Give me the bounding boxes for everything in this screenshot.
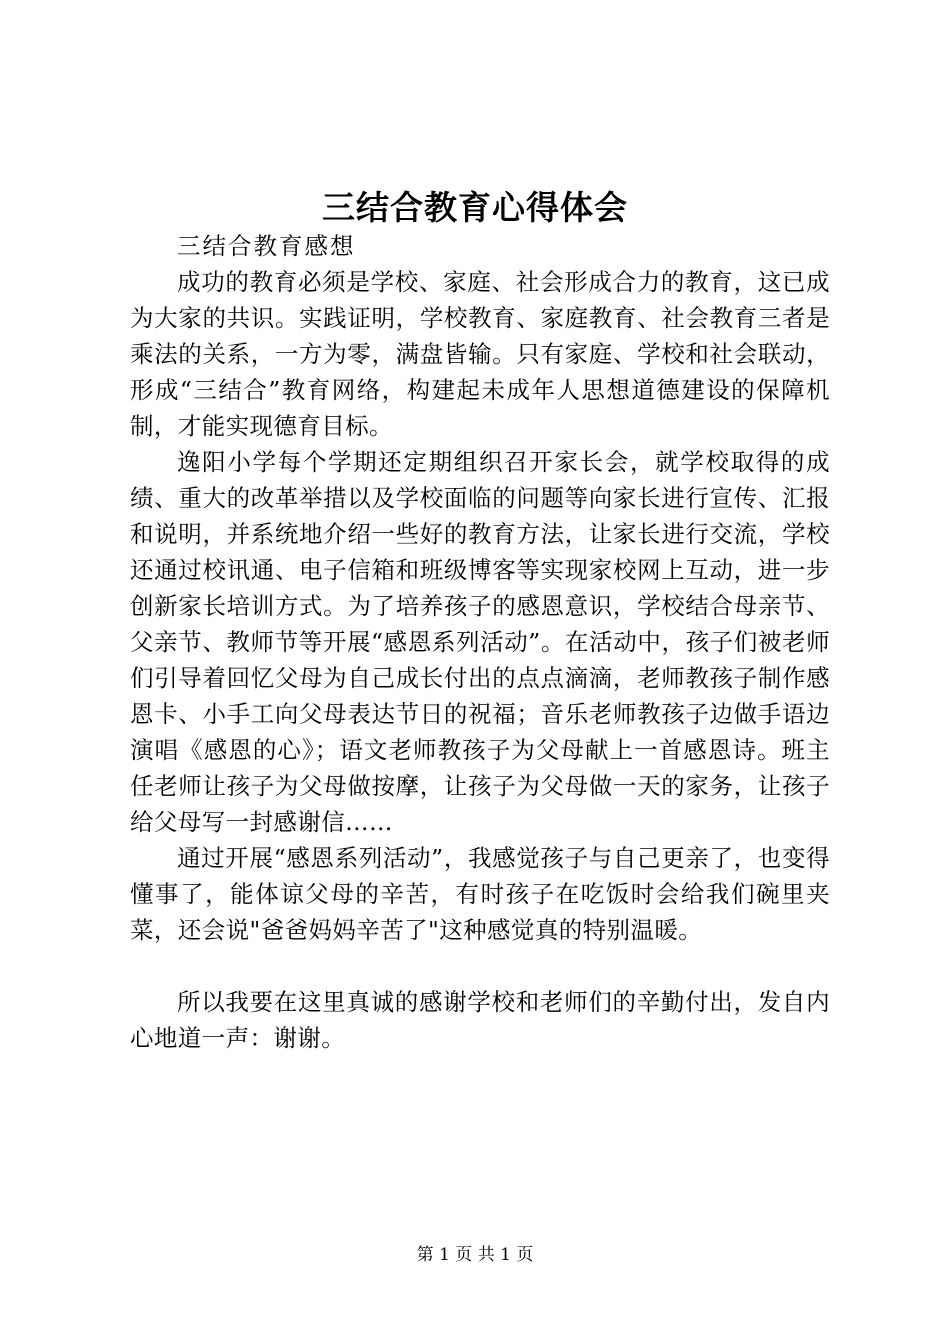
section-heading: 三结合教育感想: [177, 232, 356, 260]
body-paragraph-2: 逸阳小学每个学期还定期组织召开家长会，就学校取得的成绩、重大的改革举措以及学校面临的问题等向家长进行宣传、汇报和说明，并系统地介绍一些好的教育方法，让家长进行交流，学校还通过校讯通、电子信箱和班级博客等实现家校网上互动，进一步创新家长培训方式。为了培养孩子的感恩意识，学校结合母亲节、父亲节、教师节等开展“感恩系列活动”。在活动中，孩子们被老师们引导着回忆父母为自己成长付出的点点滴滴，老师教孩子制作感恩卡、小手工向父母表达节日的祝福；音乐老师教孩子边做手语边演唱《感恩的心》；语文老师教孩子为父母献上一首感恩诗。班主任老师让孩子为父母做按摩，让孩子为父母做一天的家务，让孩子给父母写一封感谢信……: [130, 448, 830, 836]
document-title: 三结合教育心得体会: [322, 188, 628, 227]
body-paragraph-1: 成功的教育必须是学校、家庭、社会形成合力的教育，这已成为大家的共识。实践证明，学校教育、家庭教育、社会教育三者是乘法的关系，一方为零，满盘皆输。只有家庭、学校和社会联动，形成“三结合”教育网络，构建起未成年人思想道德建设的保障机制，才能实现德育目标。: [130, 268, 830, 440]
page-footer: 第 1 页 共 1 页: [416, 1245, 534, 1265]
body-paragraph-3: 通过开展“感恩系列活动”，我感觉孩子与自己更亲了，也变得懂事了，能体谅父母的辛苦，有时孩子在吃饭时会给我们碗里夹菜，还会说"爸爸妈妈辛苦了"这种感觉真的特别温暖。: [130, 844, 830, 944]
body-paragraph-4: 所以我要在这里真诚的感谢学校和老师们的辛勤付出，发自内心地道一声：谢谢。: [130, 988, 830, 1052]
document-body: [130, 228, 830, 1056]
